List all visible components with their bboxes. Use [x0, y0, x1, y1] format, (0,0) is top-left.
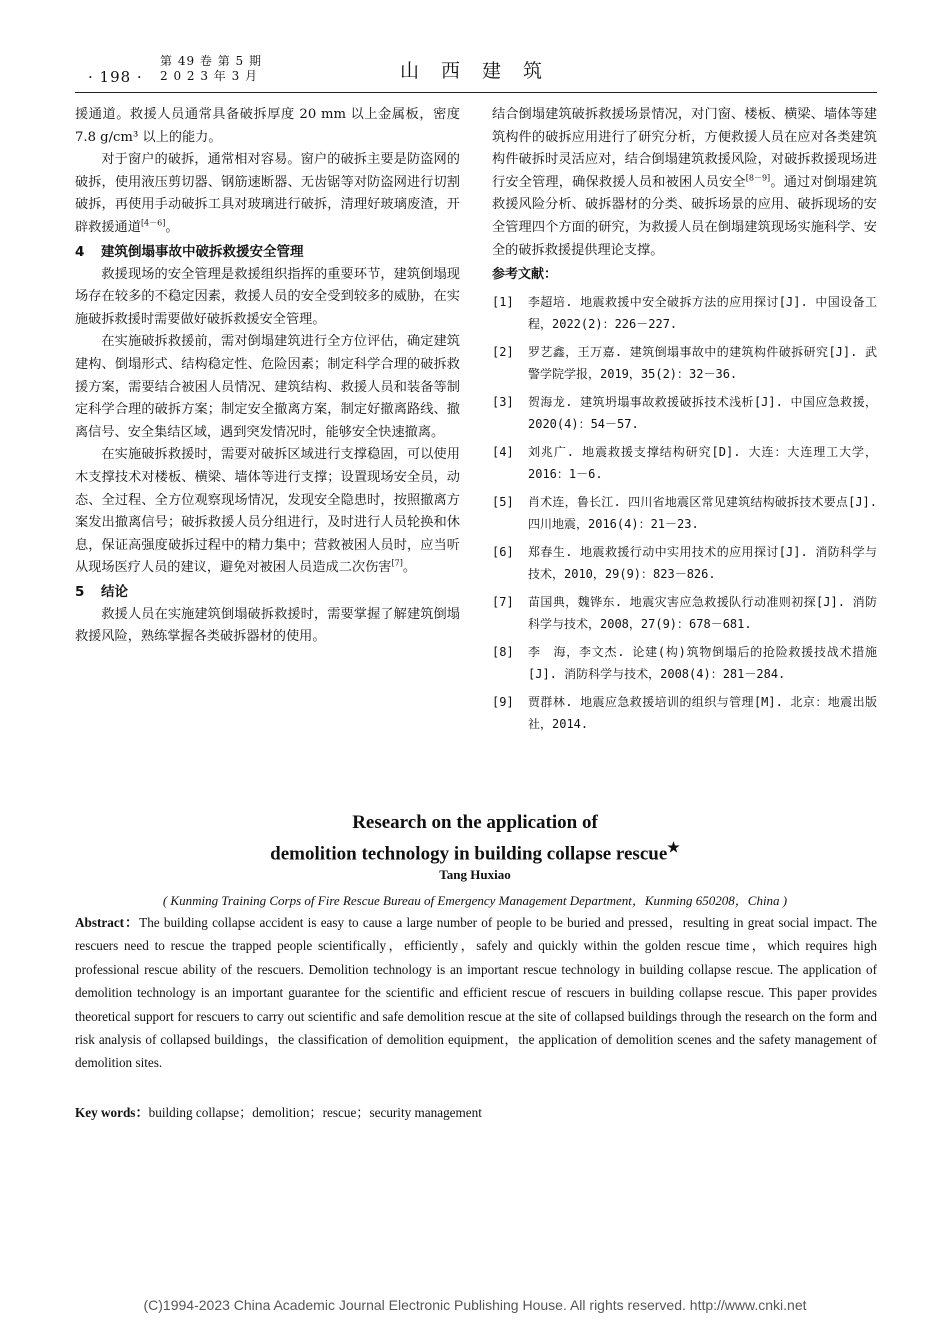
citation: [4－6]: [140, 218, 166, 228]
paragraph: 在实施破拆救援前，需对倒塌建筑进行全方位评估，确定建筑建构、倒塌形式、结构稳定性、危险因素；制定科学合理的破拆救援方案，需要结合被困人员情况、建筑结构、救援人员和装备等制定科学合理的破拆方案；制定安全撤离方案，制定好撤离路线、撤离信号、安全集结区域，遇到突发情况时，能够安全快速撤离。: [75, 334, 460, 440]
english-author: Tang Huxiao: [439, 867, 511, 882]
reference-item: [3] 贺海龙. 建筑坍塌事故救援破拆技术浅析[J]. 中国应急救援，2020(4)：54－57.: [492, 394, 877, 431]
header-rule: [75, 92, 877, 93]
keywords-text: building collapse；demolition；rescue；security management: [148, 1105, 482, 1120]
copyright-footer: (C)1994-2023 China Academic Journal Electronic Publishing House. All rights reserved. http://www.cnki.net: [143, 1297, 807, 1313]
english-title-line2: demolition technology in building collapse rescue★: [270, 841, 680, 865]
references-title: 参考文献：: [492, 267, 558, 283]
reference-item: [6] 郑春生. 地震救援行动中实用技术的应用探讨[J]. 消防科学与技术，2010，29(9)：823－826.: [492, 544, 877, 581]
english-affiliation: ( Kunming Training Corps of Fire Rescue Bureau of Emergency Management Department，Kunming 650208，China ): [162, 893, 788, 908]
reference-item: [5] 肖术连，鲁长江. 四川省地震区常见建筑结构破拆技术要点[J]. 四川地震，2016(4)：21－23.: [492, 494, 877, 531]
journal-title: 山西建筑: [400, 60, 565, 82]
reference-list: [492, 291, 877, 735]
abstract-label: Abstract：: [75, 915, 140, 930]
right-column: [492, 104, 877, 741]
paragraph: 救援人员在实施建筑倒塌破拆救援时，需要掌握了解建筑倒塌救援风险，熟练掌握各类破拆器材的使用。: [75, 606, 460, 645]
reference-item: [8] 李 海，李文杰. 论建(构)筑物倒塌后的抢险救援技战术措施[J]. 消防科学与技术，2008(4)：281－284.: [492, 644, 877, 681]
volume-issue: 第 49 卷 第 5 期: [160, 54, 262, 68]
section-heading: 5 结论: [75, 583, 128, 600]
reference-item: [4] 刘兆广. 地震救援支撑结构研究[D]. 大连：大连理工大学，2016：1－6.: [492, 444, 877, 481]
paragraph: 救援现场的安全管理是救援组织指挥的重要环节，建筑倒塌现场存在较多的不稳定因素，救援人员的安全受到较多的威胁，在实施破拆救援时需要做好破拆救援安全管理。: [75, 266, 460, 327]
abstract-text: The building collapse accident is easy to cause a large number of people to be buried and pressed，resulting in great social impact. The rescuers need to rescue the trapped people scientifically，efficiently，safely and quickly within the golden rescue time，which requires high professional rescue ability of the rescuers. Demolition technology is an important rescue technology in building collapse rescue. The application of demolition technology is an important guarantee for the scientific and efficient rescue of rescuers in building collapse rescue. This paper provides theoretical support for rescuers to carry out scientific and safe demolition rescue at the site of collapsed buildings through the research on the form and risk analysis of collapsed buildings，the classification of demolition equipment，the application of demolition scenes and the safety management of demolition sites.: [75, 915, 878, 1071]
paragraph: 援通道。救援人员通常具备破拆厚度 20 mm 以上金属板，密度 7.8 g/cm³ 以上的能力。: [75, 107, 460, 145]
reference-item: [2] 罗艺鑫，王万嘉. 建筑倒塌事故中的建筑构件破拆研究[J]. 武警学院学报，2019，35(2)：32－36.: [492, 344, 877, 381]
paragraph: 对于窗户的破拆，通常相对容易。窗户的破拆主要是防盗网的破拆，使用液压剪切器、钢筋速断器、无齿锯等对防盗网进行切割破拆，再使用手动破拆工具对玻璃进行破拆，清理好玻璃废渣，开辟救援通道[4－6]。: [75, 152, 460, 235]
left-column: [75, 104, 460, 649]
english-keywords: [75, 1101, 877, 1124]
english-title-line1: Research on the application of: [352, 812, 598, 833]
citation: [8－9]: [745, 173, 771, 183]
keywords-label: Key words：: [75, 1105, 149, 1120]
issue-info: [160, 54, 262, 84]
paragraph: 结合倒塌建筑破拆救援场景情况，对门窗、楼板、横梁、墙体等建筑构件的破拆应用进行了研究分析，方便救援人员在应对各类建筑构件破拆时灵活应对，结合倒塌建筑救援风险，对破拆救援现场进行安全管理，确保救援人员和被困人员安全[8－9]。通过对倒塌建筑救援风险分析、破拆器材的分类、破拆场景的应用、破拆现场的安全管理四个方面的研究，为救援人员在倒塌建筑现场实施科学、安全的破拆救援提供理论支撑。: [492, 107, 878, 258]
reference-item: [1] 李超培. 地震救援中安全破拆方法的应用探讨[J]. 中国设备工程，2022(2)：226－227.: [492, 294, 877, 331]
star-icon: ★: [667, 841, 680, 856]
paragraph: 在实施破拆救援时，需要对破拆区域进行支撑稳固，可以使用木支撑技术对楼板、横梁、墙体等进行支撑；设置现场安全员，动态、全过程、全方位观察现场情况，发现安全隐患时，按照撤离方案发出撤离信号；破拆救援人员分组进行，及时进行人员轮换和休息，保证高强度破拆过程中的精力集中；营救被困人员时，应当听从现场医疗人员的建议，避免对被困人员造成二次伤害[7]。: [75, 447, 460, 576]
page-number: · 198 ·: [88, 68, 143, 86]
reference-item: [7] 苗国典，魏铧东. 地震灾害应急救援队行动准则初探[J]. 消防科学与技术，2008，27(9)：678－681.: [492, 594, 877, 631]
section-heading: 4 建筑倒塌事故中破拆救援安全管理: [75, 243, 304, 260]
english-abstract: [75, 911, 877, 1075]
citation: [7]: [391, 558, 403, 568]
issue-date: 2 0 2 3 年 3 月: [160, 69, 259, 83]
reference-item: [9] 贾群林. 地震应急救援培训的组织与管理[M]. 北京：地震出版社，2014.: [492, 694, 877, 731]
